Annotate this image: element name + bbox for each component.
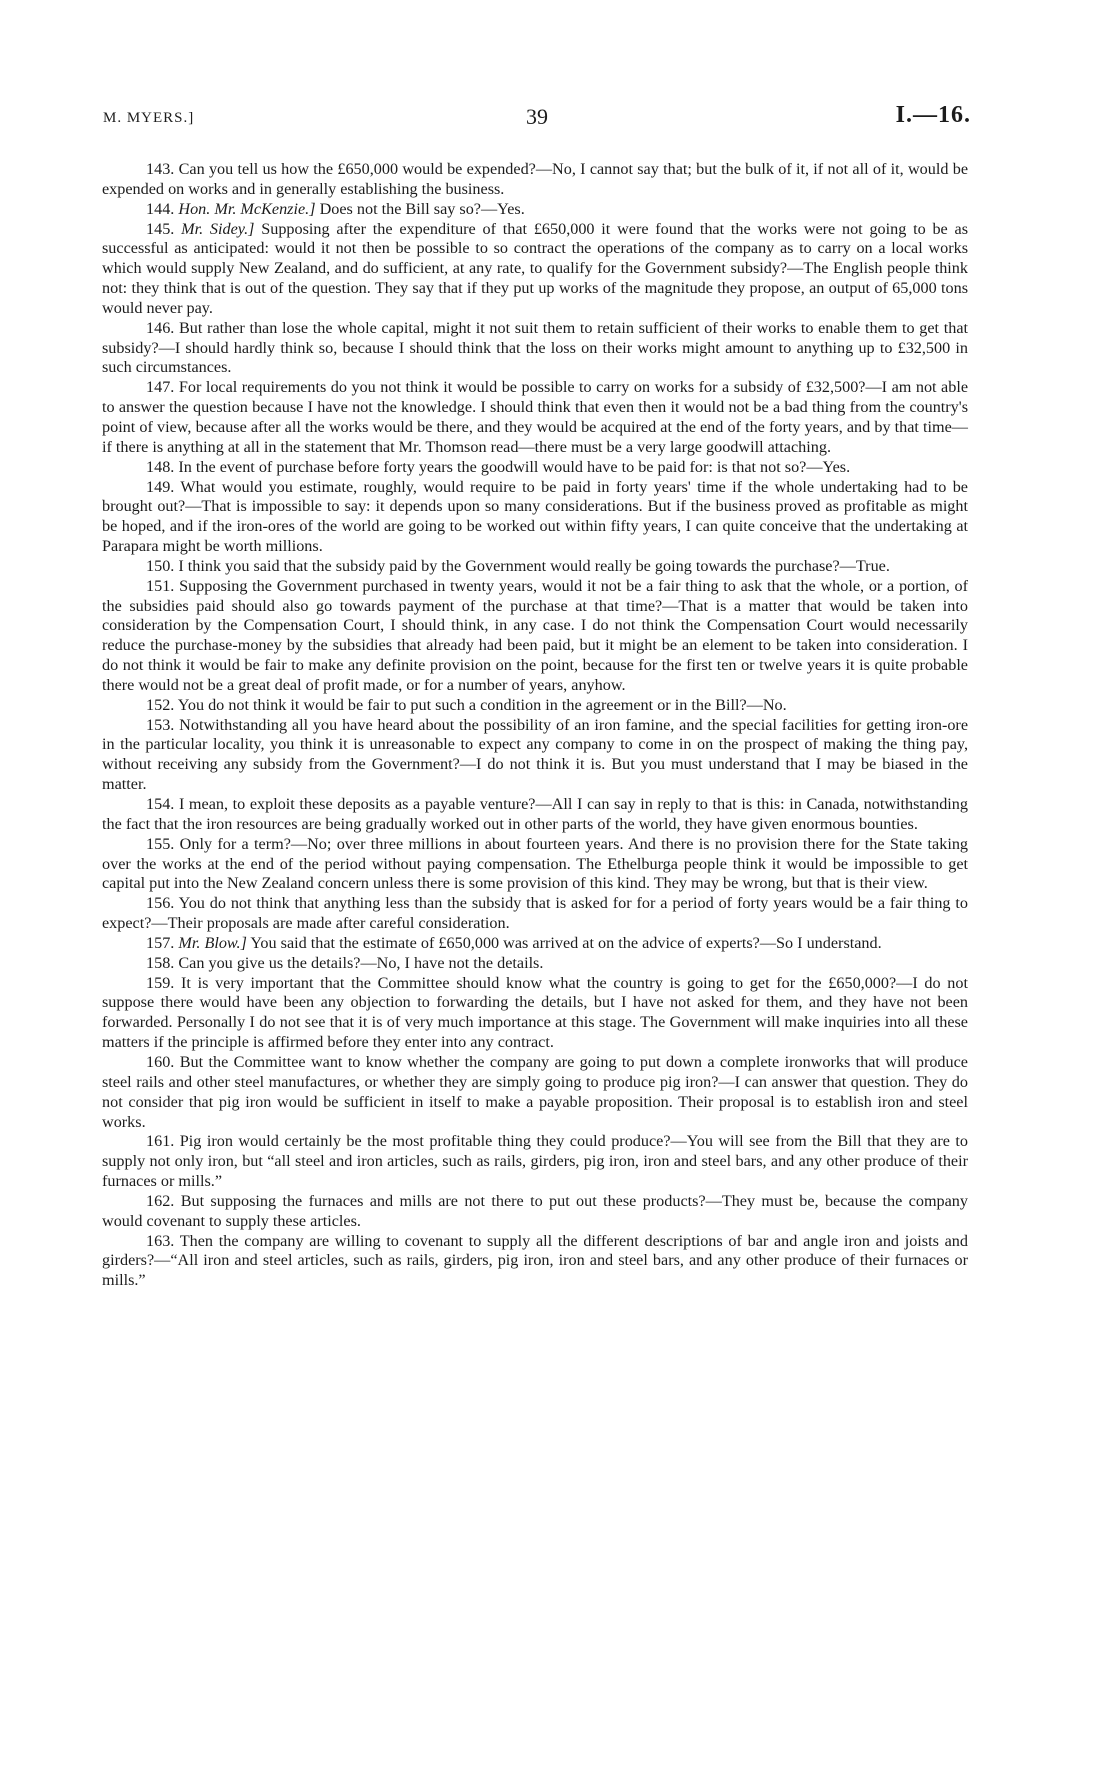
question-number: 146. — [146, 318, 175, 337]
question-answer-text: Supposing after the expenditure of that £650,000 it were found that the works were not going to be as successful as anticipated: would it not then be possible to so contract the operations of the company as to carry on a local works which would supply New Zealand, and do sufficient, at any rate, to qualify for the Government subsidy?—The English people think not: they think that is out of the question. They say that if they put up works of the magnitude they propose, an output of 65,000 tons would never pay. — [102, 219, 969, 317]
question-answer-text: Does not the Bill say so?—Yes. — [319, 199, 525, 218]
question-answer-text: Supposing the Government purchased in twenty years, would it not be a fair thing to ask that the whole, or a portion, of the subsidies paid should also go towards payment of the purchase at that time?—That is a matter that would be taken into consideration by the Compensation Court, I should think, in any case. I do not think the Compensation Court would necessarily reduce the purchase-money by the subsidies that already had been paid, but it might be an element to be taken into consideration. I do not think it would be fair to make any definite provision on the point, because for the first ten or twelve years it is quite probable there would not be a great deal of profit made, or for a number of years, anyhow. — [102, 576, 968, 694]
page-number: 39 — [526, 104, 548, 129]
question-paragraph — [102, 478, 968, 557]
question-paragraph — [102, 795, 968, 835]
question-paragraph — [102, 458, 968, 478]
question-number: 155. — [146, 834, 175, 853]
question-answer-text: But rather than lose the whole capital, might it not suit them to retain sufficient of their works to enable them to get that subsidy?—I should hardly think so, because I should think that the loss on their works might amount to anything up to £32,500 in such circumstances. — [102, 318, 969, 377]
question-number: 144. — [146, 199, 175, 218]
question-number: 143. — [146, 160, 175, 178]
question-number: 147. — [146, 378, 175, 397]
question-paragraph — [102, 894, 968, 934]
paper-reference: I.—16. — [895, 102, 971, 128]
question-number: 159. — [146, 973, 175, 992]
question-paragraph — [102, 934, 968, 954]
question-answer-text: Can you give us the details?—No, I have not the details. — [178, 953, 544, 972]
question-number: 152. — [146, 695, 175, 714]
page-header — [103, 104, 971, 138]
question-paragraph — [102, 577, 968, 696]
question-paragraph — [102, 1232, 968, 1292]
question-number: 157. — [146, 933, 175, 952]
question-answer-text: Then the company are willing to covenant to supply all the different descriptions of bar and angle iron and joists and girders?—“All iron and steel articles, such as rails, girders, pig iron, iron and steel bars, and any other produce of their furnaces or mills.” — [102, 1231, 968, 1290]
question-answer-text: You do not think it would be fair to put such a condition in the agreement or in the Bill?—No. — [177, 695, 787, 714]
question-paragraph — [102, 974, 968, 1053]
question-answer-text: Only for a term?—No; over three millions in about fourteen years. And there is no provision there for the State taking over the works at the end of the period without paying compensation. The Ethelburga people think it would be impossible to get capital put into the New Zealand concern unless there is some provision of this kind. They may be wrong, but that is their view. — [102, 834, 969, 893]
question-answer-text: But the Committee want to know whether the company are going to put down a complete ironworks that will produce steel rails and other steel manufactures, or whether they are simply going to produce pig iron?—I can answer that question. They do not consider that pig iron would be sufficient in itself to make a payable proposition. Their proposal is to establish iron and steel works. — [102, 1052, 968, 1131]
question-paragraph — [102, 1053, 968, 1132]
question-paragraph — [102, 716, 968, 795]
question-number: 158. — [146, 953, 175, 972]
question-answer-text: Can you tell us how the £650,000 would be expended?—No, I cannot say that; but the bulk of it, if not all of it, would be expended on works and in generally establishing the business. — [102, 160, 969, 198]
question-answer-text: What would you estimate, roughly, would require to be paid in forty years' time if the whole undertaking had to be brought out?—That is impossible to say: it depends upon so many considerations. But if the business proved as profitable as might be hoped, and if the iron-ores of the world are going to be worked out within fifty years, I can quite conceive that the undertaking at Parapara might be worth millions. — [102, 477, 968, 556]
question-number: 161. — [146, 1132, 175, 1151]
speaker-name: Mr. Blow.] — [178, 933, 247, 952]
question-number: 154. — [146, 795, 175, 813]
question-number: 148. — [146, 457, 175, 476]
question-paragraph — [102, 160, 968, 200]
question-answer-text: In the event of purchase before forty years the goodwill would have to be paid for: is that not so?—Yes. — [178, 457, 851, 476]
question-paragraph — [102, 835, 968, 895]
question-paragraph — [102, 220, 968, 319]
question-paragraph — [102, 1132, 968, 1192]
question-answer-text: But supposing the furnaces and mills are not there to put out these products?—They must be, because the company would covenant to supply these articles. — [102, 1191, 968, 1230]
question-paragraph — [102, 319, 968, 379]
question-paragraph — [102, 200, 968, 220]
question-number: 160. — [146, 1052, 175, 1071]
question-paragraph — [102, 557, 968, 577]
question-paragraph — [102, 1192, 968, 1232]
question-answer-text: For local requirements do you not think it would be possible to carry on works for a subsidy of £32,500?—I am not able to answer the question because I have not the knowledge. I should think that even then it would not be a bad thing from the country's point of view, because after all the works would be there, and they would be acquired at the end of the forty years, and by that time—if there is anything at all in the statement that Mr. Thomson read—there must be a very large goodwill attaching. — [102, 378, 968, 456]
question-answer-text: You said that the estimate of £650,000 was arrived at on the advice of experts?—So I understand. — [250, 933, 882, 952]
witness-name: M. MYERS.] — [103, 110, 195, 126]
question-number: 145. — [146, 219, 175, 238]
question-number: 151. — [146, 576, 175, 595]
question-number: 162. — [146, 1191, 175, 1210]
speaker-name: Hon. Mr. McKenzie.] — [178, 199, 316, 218]
question-number: 163. — [146, 1231, 175, 1250]
question-paragraph — [102, 954, 968, 974]
speaker-name: Mr. Sidey.] — [181, 219, 255, 238]
question-paragraph — [102, 696, 968, 716]
question-answer-text: Pig iron would certainly be the most profitable thing they could produce?—You will see from the Bill that they are to supply not only iron, but “all steel and iron articles, such as rails, girders, pig iron, iron and steel bars, and any other produce of their furnaces or mills.” — [102, 1132, 968, 1191]
question-number: 149. — [146, 477, 175, 496]
question-paragraph — [102, 378, 968, 457]
question-answer-text: I think you said that the subsidy paid by the Government would really be going towards the purchase?—True. — [178, 556, 890, 575]
question-answer-text: I mean, to exploit these deposits as a payable venture?—All I can say in reply to that is this: in Canada, notwithstanding the fact that the iron resources are being gradually worked out in other parts of the world, they have given enormous bounties. — [102, 795, 968, 833]
question-answer-text: It is very important that the Committee should know what the country is going to get for the £650,000?—I do not suppose there would have been any objection to forwarding the details, but I have not asked for them, and they have not been forwarded. Personally I do not see that it is of very much importance at this stage. The Government will make inquiries into all these matters if the principle is affirmed before they enter into any contract. — [102, 973, 968, 1052]
evidence-body — [102, 160, 968, 1291]
question-answer-text: You do not think that anything less than the subsidy that is asked for for a period of forty years would be a fair thing to expect?—Their proposals are made after careful consideration. — [102, 894, 969, 933]
question-number: 156. — [146, 894, 175, 913]
question-number: 153. — [146, 715, 175, 734]
question-number: 150. — [146, 556, 175, 575]
question-answer-text: Notwithstanding all you have heard about the possibility of an iron famine, and the special facilities for getting iron-ore in the particular locality, you think it is unreasonable to expect any company to come in on the prospect of making the thing pay, without receiving any subsidy from the Government?—I do not think it is. But you must understand that I may be biased in the matter. — [102, 715, 968, 794]
